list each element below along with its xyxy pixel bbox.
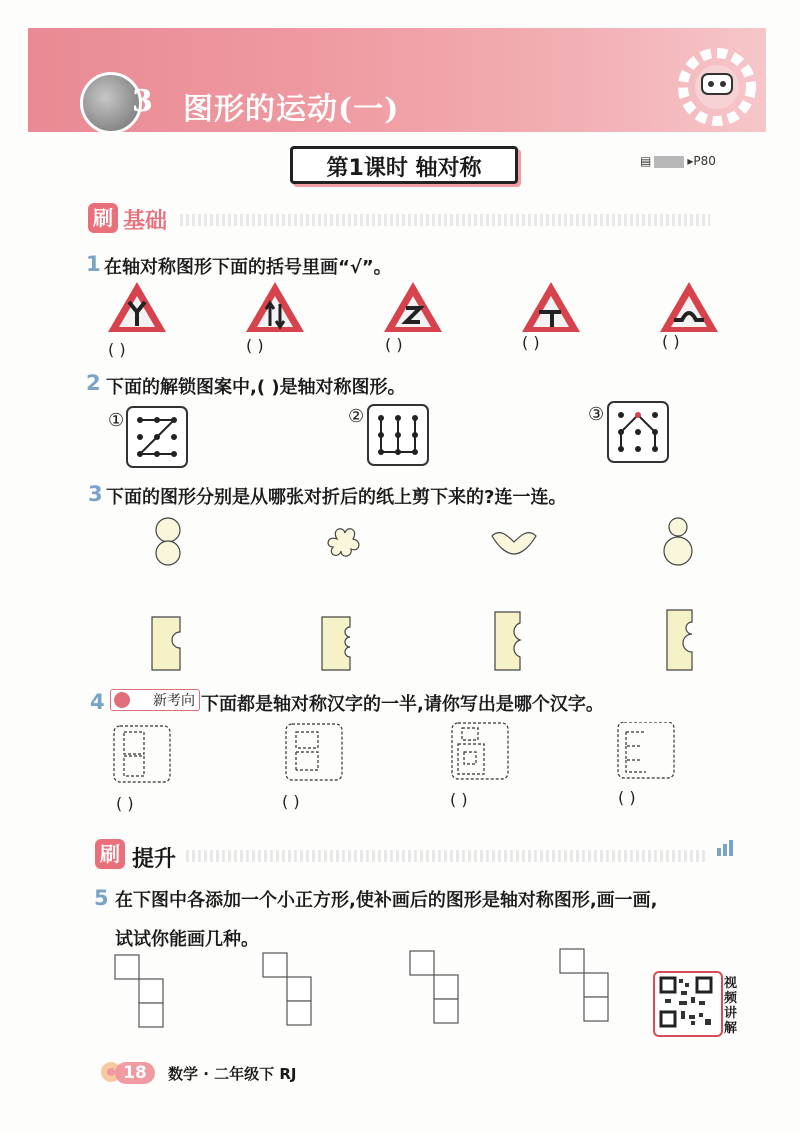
- q4-text: 下面都是轴对称汉字的一半,请你写出是哪个汉字。: [201, 694, 604, 715]
- section-basic-icon: 刷: [88, 203, 118, 233]
- q1-text: 在轴对称图形下面的括号里画“√”。: [104, 257, 392, 278]
- book-title: 数学 · 二年级下 RJ: [168, 1065, 297, 1083]
- q2-text: 下面的解锁图案中,( )是轴对称图形。: [106, 377, 406, 398]
- bars-icon: [716, 840, 736, 856]
- sign-two-way-icon: [246, 282, 304, 332]
- q5-text-2: 试试你能画几种。: [115, 929, 259, 950]
- q4-tag-text: 新考向: [153, 693, 195, 709]
- unit-title: 图形的运动(一): [183, 92, 400, 127]
- shape-heart: [492, 533, 536, 554]
- q2-option-3-label: ③: [588, 404, 605, 425]
- shape-gourd: [664, 518, 692, 565]
- q1-answer-1[interactable]: ( ): [108, 340, 126, 359]
- lesson-title: 第1课时 轴对称: [326, 156, 482, 181]
- q5-number: 5: [94, 886, 109, 910]
- q1-number: 1: [86, 252, 101, 276]
- q3-text: 下面的图形分别是从哪张对折后的纸上剪下来的?连一连。: [106, 487, 567, 508]
- q2-unlock-pattern-2[interactable]: [367, 404, 429, 466]
- paper-1: [152, 617, 180, 670]
- q2-option-2-label: ②: [348, 406, 365, 427]
- section-advanced-rule: [186, 850, 706, 862]
- q2-unlock-pattern-3[interactable]: [607, 401, 669, 463]
- sign-zigzag-icon: [384, 282, 442, 332]
- q2-unlock-pattern-1[interactable]: [126, 406, 188, 468]
- q2-option-1-label: ①: [108, 410, 125, 431]
- q3-number: 3: [88, 482, 103, 506]
- paper-2: [322, 617, 350, 670]
- q2-number: 2: [86, 371, 101, 395]
- q1-answer-3[interactable]: ( ): [385, 335, 403, 354]
- page-reference: ▤ ▸P80: [640, 154, 716, 168]
- section-advanced-icon: 刷: [95, 839, 125, 869]
- q5-square-grids[interactable]: [110, 945, 630, 1035]
- q4-new-trend-tag: [110, 689, 200, 711]
- tag-dot-icon: [114, 692, 130, 708]
- section-basic-title: 基础: [123, 209, 168, 234]
- q4-answer-2[interactable]: ( ): [282, 792, 300, 811]
- paper-4: [667, 610, 692, 670]
- q1-traffic-signs: [100, 278, 740, 338]
- q4-answer-3[interactable]: ( ): [450, 790, 468, 809]
- q4-half-characters: [110, 722, 690, 786]
- shape-double-circle: [156, 518, 180, 565]
- qr-code-icon: [655, 973, 717, 1031]
- sign-bump-icon: [660, 282, 718, 332]
- sign-y-junction-icon: [108, 282, 166, 332]
- q5-text: 在下图中各添加一个小正方形,使补画后的图形是轴对称图形,画一画,: [115, 890, 658, 911]
- q4-number: 4: [90, 690, 105, 714]
- q1-answer-5[interactable]: ( ): [662, 332, 680, 351]
- shape-flower: [328, 529, 359, 556]
- section-basic-rule: [180, 214, 710, 226]
- page-ref-text: P80: [693, 154, 716, 168]
- video-explain-label[interactable]: 视频讲解: [724, 976, 738, 1036]
- lesson-title-box: [290, 146, 518, 184]
- q3-cutout-shapes: [140, 515, 720, 675]
- q4-answer-1[interactable]: ( ): [116, 794, 134, 813]
- video-qr-code[interactable]: [653, 971, 723, 1037]
- q1-answer-4[interactable]: ( ): [522, 333, 540, 352]
- page-number: 18: [115, 1062, 155, 1084]
- unit-number: 3: [132, 84, 153, 119]
- doc-icon: ▤: [640, 154, 652, 168]
- robot-gear-icon: [672, 42, 762, 132]
- q4-answer-4[interactable]: ( ): [618, 788, 636, 807]
- ref-bar: [654, 156, 684, 168]
- q1-answer-2[interactable]: ( ): [246, 336, 264, 355]
- sign-t-junction-icon: [522, 282, 580, 332]
- paper-3: [495, 612, 520, 670]
- section-advanced-title: 提升: [132, 847, 177, 872]
